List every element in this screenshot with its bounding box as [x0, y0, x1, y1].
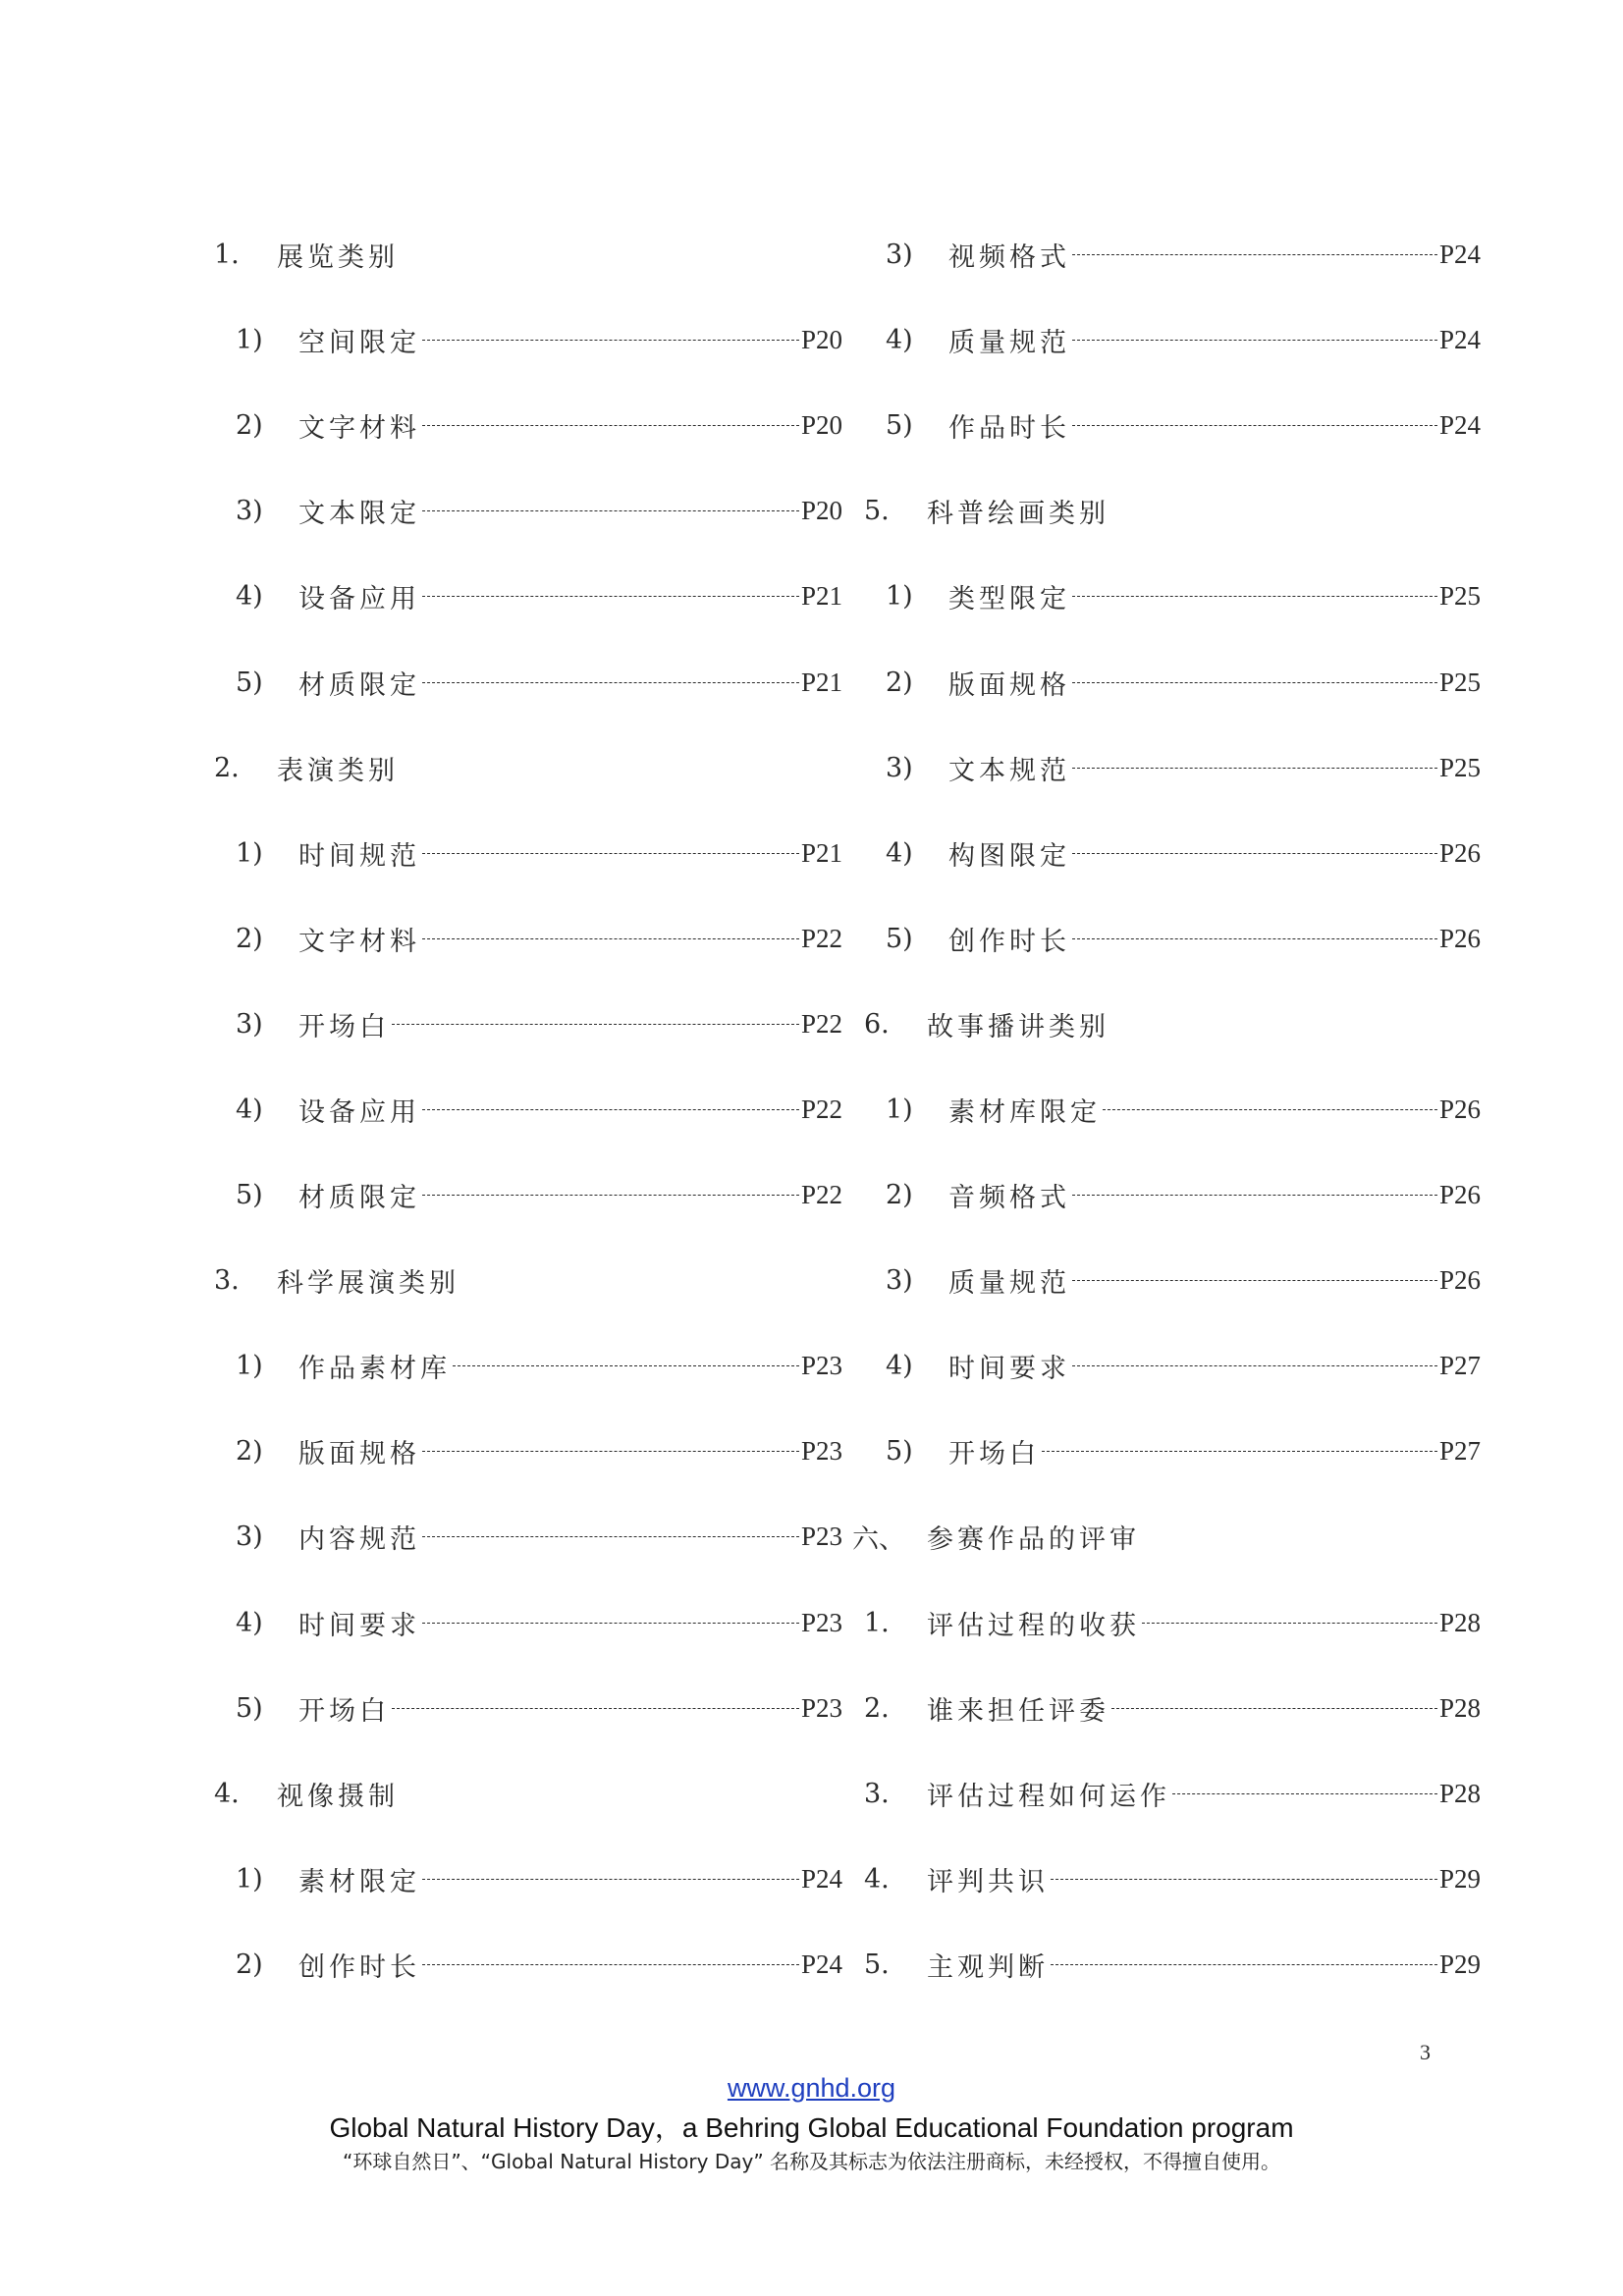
toc-entry-page: P26	[1438, 837, 1481, 868]
toc-leader-dashes	[1072, 768, 1437, 773]
toc-entry[interactable]	[214, 1323, 842, 1409]
toc-entry-page: P22	[800, 923, 842, 953]
toc-entry-title: 创作时长	[298, 1951, 420, 1983]
toc-entry-page: P22	[800, 1180, 842, 1210]
toc-entry-title: 素材限定	[298, 1866, 420, 1897]
toc-entry-title: 时间规范	[298, 840, 420, 872]
trademark-notice: “环球自然日”、“Global Natural History Day” 名称及其标志为依法注册商标，未经授权，不得擅自使用。	[342, 2150, 1281, 2173]
toc-leader-dashes	[422, 1195, 799, 1200]
toc-entry-title: 视频格式	[948, 242, 1070, 274]
toc-entry-number: 2)	[886, 1180, 913, 1211]
toc-entry-number: 6.	[864, 1008, 890, 1040]
toc-entry[interactable]	[214, 554, 842, 639]
toc-leader-dashes	[1072, 938, 1437, 943]
toc-leader-dashes	[392, 1708, 799, 1713]
toc-leader-dashes	[1072, 1365, 1437, 1370]
toc-leader-dashes	[1072, 853, 1437, 858]
toc-entry[interactable]	[864, 297, 1481, 383]
toc-entry[interactable]	[214, 1238, 842, 1323]
toc-entry-page: P21	[800, 667, 842, 697]
toc-entry-number: 5)	[886, 410, 913, 442]
toc-entry-page: P26	[1438, 1265, 1481, 1296]
toc-leader-dashes	[422, 938, 799, 943]
toc-entry-title: 表演类别	[277, 755, 399, 786]
program-line: Global Natural History Day，a Behring Global Educational Foundation program	[329, 2112, 1294, 2143]
toc-entry-page: P26	[1438, 1180, 1481, 1210]
toc-entry-title: 开场白	[948, 1439, 1040, 1470]
toc-entry-number: 5)	[886, 1436, 913, 1468]
toc-leader-dashes	[1051, 1879, 1437, 1884]
toc-leader-dashes	[1072, 682, 1437, 687]
toc-entry-number: 1)	[236, 1351, 263, 1382]
toc-left-column	[214, 212, 842, 2007]
toc-entry-number: 1)	[886, 1094, 913, 1125]
toc-entry[interactable]	[864, 1666, 1481, 1751]
toc-entry-title: 构图限定	[948, 840, 1070, 872]
toc-leader-dashes	[1072, 425, 1437, 430]
toc-entry[interactable]	[864, 725, 1481, 811]
toc-entry[interactable]	[214, 1666, 842, 1751]
toc-leader-dashes	[1111, 1708, 1437, 1713]
toc-entry-page: P25	[1438, 667, 1481, 697]
toc-entry-number: 六、	[852, 1524, 905, 1556]
toc-entry-number: 1)	[236, 837, 263, 869]
toc-right-column	[852, 212, 1481, 2007]
toc-entry[interactable]	[864, 554, 1481, 639]
toc-leader-dashes	[1072, 340, 1437, 345]
toc-entry-number: 1)	[886, 581, 913, 613]
toc-entry-title: 故事播讲类别	[927, 1011, 1109, 1042]
toc-entry[interactable]	[864, 639, 1481, 724]
toc-entry[interactable]	[864, 1409, 1481, 1494]
toc-entry-page: P25	[1438, 752, 1481, 782]
toc-entry-number: 3.	[864, 1778, 890, 1809]
toc-entry-number: 3)	[236, 1522, 263, 1553]
toc-entry-number: 5.	[864, 1949, 890, 1980]
toc-entry[interactable]	[214, 383, 842, 468]
toc-leader-dashes	[422, 425, 799, 430]
toc-leader-dashes	[422, 1536, 799, 1541]
toc-entry-title: 版面规格	[948, 669, 1070, 701]
toc-entry-page: P24	[800, 1949, 842, 1979]
toc-leader-dashes	[422, 596, 799, 601]
toc-leader-dashes	[1172, 1793, 1437, 1798]
toc-entry-number: 3.	[214, 1265, 240, 1297]
toc-entry-title: 质量规范	[948, 328, 1070, 359]
toc-entry-title: 开场白	[298, 1695, 390, 1727]
toc-entry-page: P24	[1438, 240, 1481, 270]
toc-entry[interactable]	[214, 896, 842, 982]
toc-entry[interactable]	[214, 811, 842, 896]
toc-entry-page: P23	[800, 1692, 842, 1723]
toc-entry-title: 时间要求	[948, 1354, 1070, 1385]
toc-entry-number: 1)	[236, 1863, 263, 1895]
toc-entry-number: 3)	[886, 752, 913, 783]
toc-entry-title: 作品时长	[948, 413, 1070, 445]
toc-entry-page: P26	[1438, 923, 1481, 953]
toc-leader-dashes	[422, 853, 799, 858]
toc-entry-title: 创作时长	[948, 926, 1070, 957]
toc-entry-title: 作品素材库	[298, 1354, 451, 1385]
toc-entry[interactable]	[214, 1837, 842, 1922]
toc-entry[interactable]	[864, 383, 1481, 468]
toc-leader-dashes	[1042, 1451, 1437, 1456]
toc-entry-page: P22	[800, 1008, 842, 1039]
toc-entry-number: 5.	[864, 496, 890, 527]
toc-entry-title: 谁来担任评委	[927, 1695, 1109, 1727]
toc-entry-page: P23	[800, 1351, 842, 1381]
toc-entry-number: 5)	[886, 923, 913, 954]
toc-entry-page: P20	[800, 496, 842, 526]
toc-entry[interactable]	[214, 1494, 842, 1579]
toc-entry-page: P27	[1438, 1436, 1481, 1467]
toc-entry-title: 文字材料	[298, 413, 420, 445]
page-number: 3	[1420, 2040, 1431, 2064]
toc-entry-number: 4)	[886, 837, 913, 869]
toc-entry-number: 2)	[236, 410, 263, 442]
toc-leader-dashes	[1072, 1280, 1437, 1285]
toc-entry-number: 2.	[864, 1692, 890, 1724]
toc-entry-page: P21	[800, 581, 842, 612]
toc-entry-title: 文本限定	[298, 499, 420, 530]
toc-entry-page: P25	[1438, 581, 1481, 612]
toc-entry-title: 时间要求	[298, 1610, 420, 1641]
toc-entry[interactable]	[864, 811, 1481, 896]
toc-entry[interactable]	[214, 1751, 842, 1837]
toc-entry[interactable]	[214, 982, 842, 1067]
toc-entry-title: 评判共识	[927, 1866, 1049, 1897]
toc-entry[interactable]	[214, 468, 842, 554]
toc-entry-number: 3)	[886, 1265, 913, 1297]
toc-entry-title: 科普绘画类别	[927, 499, 1109, 530]
toc-entry[interactable]	[864, 468, 1481, 554]
toc-entry-title: 材质限定	[298, 1183, 420, 1214]
toc-entry-number: 2)	[236, 923, 263, 954]
toc-entry-title: 空间限定	[298, 328, 420, 359]
toc-entry-title: 评估过程的收获	[927, 1610, 1140, 1641]
toc-entry-number: 4)	[236, 1094, 263, 1125]
toc-entry-number: 5)	[236, 1180, 263, 1211]
toc-entry-title: 视像摄制	[277, 1781, 399, 1812]
toc-entry-title: 设备应用	[298, 1096, 420, 1128]
toc-entry-page: P29	[1438, 1863, 1481, 1894]
toc-entry[interactable]	[214, 1409, 842, 1494]
toc-entry-title: 质量规范	[948, 1268, 1070, 1300]
toc-entry-title: 评估过程如何运作	[927, 1781, 1170, 1812]
toc-entry[interactable]	[214, 1152, 842, 1238]
toc-entry-page: P23	[800, 1607, 842, 1637]
toc-entry-title: 主观判断	[927, 1951, 1049, 1983]
toc-entry-title: 展览类别	[277, 242, 399, 274]
toc-entry[interactable]	[214, 212, 842, 297]
toc-entry-number: 2)	[886, 667, 913, 698]
toc-entry[interactable]	[214, 639, 842, 724]
toc-leader-dashes	[422, 1964, 799, 1969]
toc-entry[interactable]	[214, 1922, 842, 2007]
toc-entry[interactable]	[864, 1580, 1481, 1666]
toc-leader-dashes	[422, 1623, 799, 1628]
toc-entry-page: P24	[1438, 410, 1481, 441]
toc-entry-page: P29	[1438, 1949, 1481, 1979]
toc-entry[interactable]	[214, 1580, 842, 1666]
toc-leader-dashes	[453, 1365, 799, 1370]
toc-entry-title: 类型限定	[948, 584, 1070, 615]
toc-entry-number: 5)	[236, 667, 263, 698]
toc-entry-number: 4)	[236, 1607, 263, 1638]
toc-entry[interactable]	[214, 725, 842, 811]
toc-leader-dashes	[1103, 1109, 1437, 1114]
toc-leader-dashes	[422, 1451, 799, 1456]
toc-entry-number: 3)	[236, 496, 263, 527]
toc-entry-title: 材质限定	[298, 669, 420, 701]
toc-leader-dashes	[422, 340, 799, 345]
toc-entry-number: 1)	[236, 325, 263, 356]
toc-entry-title: 开场白	[298, 1011, 390, 1042]
toc-entry-page: P28	[1438, 1692, 1481, 1723]
toc-entry[interactable]	[864, 1067, 1481, 1152]
toc-entry-title: 科学展演类别	[277, 1268, 460, 1300]
toc-entry-title: 文本规范	[948, 755, 1070, 786]
toc-entry-number: 5)	[236, 1692, 263, 1724]
toc-entry-page: P24	[800, 1863, 842, 1894]
website-link[interactable]: www.gnhd.org	[727, 2073, 896, 2103]
toc-entry-page: P28	[1438, 1607, 1481, 1637]
toc-entry-number: 2.	[214, 752, 240, 783]
toc-entry[interactable]	[864, 212, 1481, 297]
toc-entry-title: 参赛作品的评审	[927, 1524, 1140, 1556]
toc-entry-number: 2)	[236, 1949, 263, 1980]
toc-entry-page: P28	[1438, 1778, 1481, 1808]
toc-entry-title: 音频格式	[948, 1183, 1070, 1214]
toc-entry-number: 1.	[214, 240, 240, 271]
toc-entry-number: 3)	[886, 240, 913, 271]
toc-entry-page: P22	[800, 1094, 842, 1124]
toc-entry-number: 4)	[886, 1351, 913, 1382]
toc-entry[interactable]	[864, 1238, 1481, 1323]
toc-entry-number: 4)	[886, 325, 913, 356]
toc-entry[interactable]	[864, 982, 1481, 1067]
toc-entry-page: P26	[1438, 1094, 1481, 1124]
toc-entry-page: P23	[800, 1436, 842, 1467]
toc-leader-dashes	[422, 510, 799, 515]
toc-entry[interactable]	[864, 1751, 1481, 1837]
toc-entry[interactable]	[864, 896, 1481, 982]
toc-entry-page: P20	[800, 410, 842, 441]
toc-entry[interactable]	[864, 1152, 1481, 1238]
toc-leader-dashes	[422, 682, 799, 687]
toc-entry-page: P20	[800, 325, 842, 355]
toc-entry-number: 3)	[236, 1008, 263, 1040]
toc-leader-dashes	[422, 1109, 799, 1114]
toc-leader-dashes	[422, 1879, 799, 1884]
toc-leader-dashes	[1142, 1623, 1437, 1628]
toc-entry-title: 设备应用	[298, 584, 420, 615]
toc-entry-title: 内容规范	[298, 1524, 420, 1556]
toc-entry-title: 版面规格	[298, 1439, 420, 1470]
toc-entry-number: 2)	[236, 1436, 263, 1468]
toc-entry-number: 4.	[214, 1778, 240, 1809]
toc-entry-page: P27	[1438, 1351, 1481, 1381]
toc-leader-dashes	[1072, 596, 1437, 601]
toc-leader-dashes	[1072, 1195, 1437, 1200]
toc-entry[interactable]	[852, 1494, 1481, 1579]
toc-entry[interactable]	[864, 1837, 1481, 1922]
toc-entry-number: 4.	[864, 1863, 890, 1895]
toc-entry[interactable]	[864, 1323, 1481, 1409]
toc-entry-title: 素材库限定	[948, 1096, 1101, 1128]
toc-entry[interactable]	[214, 297, 842, 383]
toc-leader-dashes	[1051, 1964, 1437, 1969]
toc-entry-page: P24	[1438, 325, 1481, 355]
toc-leader-dashes	[1072, 254, 1437, 259]
toc-entry-title: 文字材料	[298, 926, 420, 957]
toc-entry-page: P23	[800, 1522, 842, 1552]
toc-entry[interactable]	[214, 1067, 842, 1152]
toc-entry-page: P21	[800, 837, 842, 868]
toc-leader-dashes	[392, 1024, 799, 1029]
toc-entry-number: 4)	[236, 581, 263, 613]
toc-entry[interactable]	[864, 1922, 1481, 2007]
toc-entry-number: 1.	[864, 1607, 890, 1638]
